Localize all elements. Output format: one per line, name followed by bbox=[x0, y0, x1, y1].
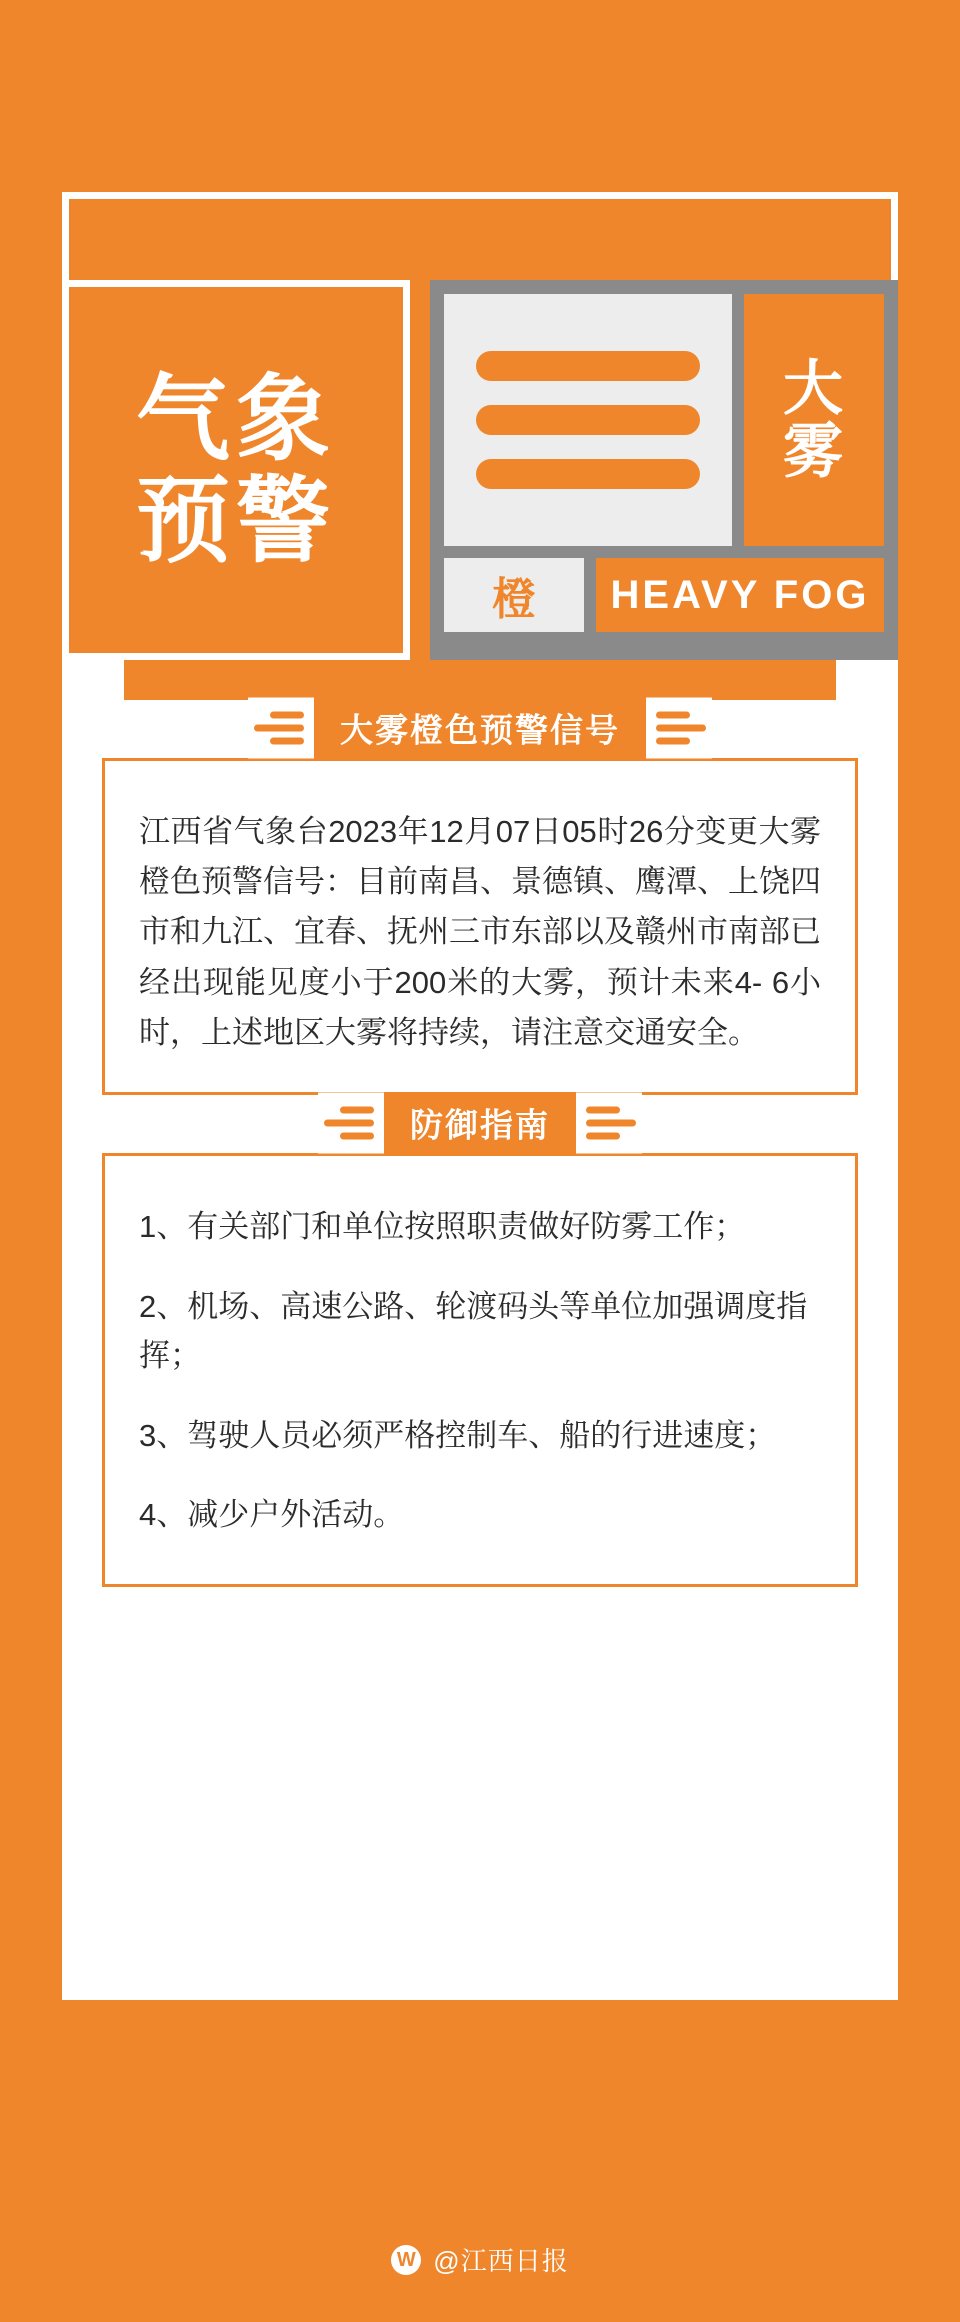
card-tab-left bbox=[62, 660, 124, 704]
sign-fog-char-2: 雾 bbox=[783, 418, 845, 485]
page-title-line-2: 预警 bbox=[135, 468, 336, 573]
weibo-icon: W bbox=[391, 2245, 421, 2275]
content-card bbox=[62, 700, 898, 2000]
sign-fog-chinese bbox=[744, 294, 884, 546]
list-item: 2、机场、高速公路、轮渡码头等单位加强调度指挥； bbox=[139, 1288, 808, 1374]
poster-title-block bbox=[62, 280, 410, 660]
footer-source-label: @江西日报 bbox=[433, 2246, 569, 2276]
list-item: 3、驾驶人员必须严格控制车、船的行进速度； bbox=[139, 1417, 777, 1453]
guide-heading: 防御指南 bbox=[384, 1092, 576, 1153]
status-badge: 橙 bbox=[444, 558, 584, 632]
decor-dashes-left-icon-2 bbox=[324, 1106, 374, 1139]
warning-body-text: 江西省气象台2023年12月07日05时26分变更大雾橙色预警信号：目前南昌、景德镇、鹰潭、上饶四市和九江、宜春、抚州三市东部以及赣州市南部已经出现能见度小于200米的大雾，预计未来4- 6小时，上述地区大雾将持续，请注意交通安全。 bbox=[139, 814, 821, 1050]
warning-section bbox=[102, 711, 858, 1095]
decor-dashes-right-icon bbox=[656, 711, 706, 744]
list-item: 1、有关部门和单位按照职责做好防雾工作； bbox=[139, 1209, 746, 1245]
decor-dashes-left-icon bbox=[254, 711, 304, 744]
warning-body-box bbox=[102, 758, 858, 1095]
sign-bottom-row bbox=[444, 558, 884, 632]
footer bbox=[0, 2241, 960, 2278]
fog-bar-2 bbox=[476, 405, 701, 435]
fog-bar-3 bbox=[476, 459, 701, 489]
guide-body-box bbox=[102, 1153, 858, 1587]
list-item: 4、减少户外活动。 bbox=[139, 1497, 405, 1533]
card-tab-right bbox=[836, 660, 898, 704]
sign-fog-english: HEAVY FOG bbox=[596, 558, 884, 632]
fog-bar-1 bbox=[476, 351, 701, 381]
warning-heading: 大雾橙色预警信号 bbox=[314, 697, 646, 758]
guide-section bbox=[102, 1106, 858, 1587]
page-title-line-1: 气象 bbox=[135, 366, 336, 472]
sign-top-row bbox=[444, 294, 884, 546]
warning-sign-graphic bbox=[430, 280, 898, 660]
decor-dashes-right-icon-2 bbox=[586, 1106, 636, 1139]
sign-fog-char-1: 大 bbox=[783, 355, 845, 422]
fog-bars-icon bbox=[444, 294, 732, 546]
